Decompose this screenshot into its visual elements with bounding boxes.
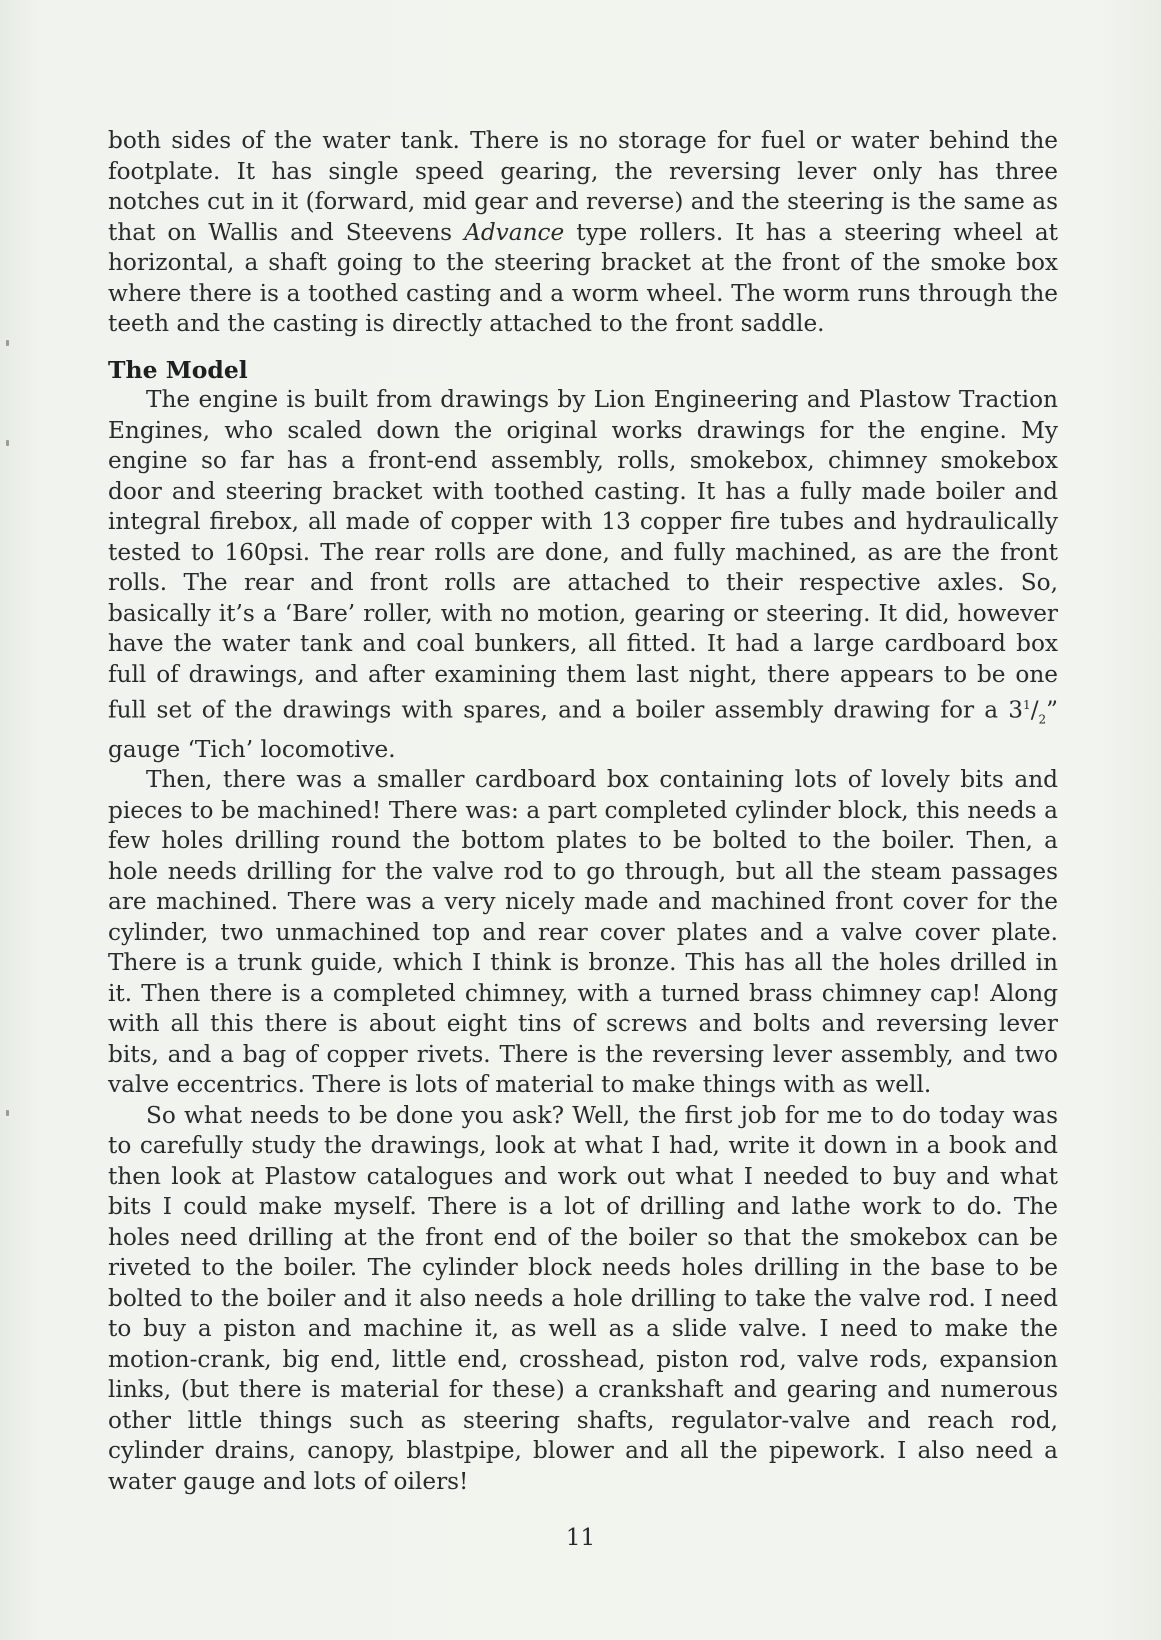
scan-mark: [6, 1110, 9, 1116]
text-segment: both sides of the water tank. There is no storage for fuel or water behind the footplate. It has single speed gearing, the reversing lever only has three notches cut in it (forward, mid gear and reverse) and the steering is the same as that on Wallis and Steevens: [108, 127, 1058, 246]
text-segment: ” gauge ‘Tich’ locomotive.: [108, 696, 1058, 763]
superscript-text: 1: [1023, 698, 1031, 712]
text-segment: The engine is built from drawings by Lion Engineering and Plastow Traction Engines, who scaled down the original works drawings for the engine. My engine so far has a front-end assembly, rolls, smokebox, chimney smokebox door and steering bracket with toothed casting. It has a fully made boiler and integral firebox, all made of copper with 13 copper fire tubes and hydraulically tested to 160psi. The rear rolls are done, and fully machined, as are the front rolls. The rear and front rolls are attached to their respective axles. So, basically it’s a ‘Bare’ roller, with no motion, gearing or steering. It did, however have the water tank and coal bunkers, all fitted. It had a large cardboard box full of drawings, and after examining them last night, there appears to be one full set of the drawings with spares, and a boiler assembly drawing for a 3: [108, 386, 1058, 724]
scan-mark: [6, 440, 9, 446]
text-segment: type rollers. It has a steering wheel at horizontal, a shaft going to the steering bracket at the front of the smoke box where there is a toothed casting and a worm wheel. The worm runs through the teeth and the casting is directly attached to the front saddle.: [108, 218, 1058, 337]
body-text: [108, 126, 1058, 1497]
paragraph: [108, 385, 1058, 765]
text-segment: /: [1030, 696, 1039, 724]
paragraph: [108, 765, 1058, 1101]
subscript-text: 2: [1038, 712, 1047, 727]
section-heading: [108, 355, 1058, 386]
paragraph: [108, 1101, 1058, 1498]
italic-text: Advance: [464, 218, 565, 246]
text-segment: Then, there was a smaller cardboard box containing lots of lovely bits and pieces to be machined! There was: a part completed cylinder block, this needs a few holes drilling round the bottom plates to be bolted to the boiler. Then, a hole needs drilling for the valve rod to go through, but all the steam passages are machined. There was a very nicely made and machined front cover for the cylinder, two unmachined top and rear cover plates and a valve cover plate. There is a trunk guide, which I think is bronze. This has all the holes drilled in it. Then there is a completed chimney, with a turned brass chimney cap! Along with all this there is about eight tins of screws and bolts and reversing lever bits, and a bag of copper rivets. There is the reversing lever assembly, and two valve eccentrics. There is lots of material to make things with as well.: [108, 766, 1058, 1099]
scan-mark: [6, 340, 9, 346]
paragraph: [108, 126, 1058, 340]
text-segment: The Model: [108, 355, 248, 384]
text-segment: So what needs to be done you ask? Well, the first job for me to do today was to carefully study the drawings, look at what I had, write it down in a book and then look at Plastow catalogues and work out what I needed to buy and what bits I could make myself. There is a lot of drilling and lathe work to do. The holes need drilling at the front end of the boiler so that the smokebox can be riveted to the boiler. The cylinder block needs holes drilling in the base to be bolted to the boiler and it also needs a hole drilling to take the valve rod. I need to buy a piston and machine it, as well as a slide valve. I need to make the motion-crank, big end, little end, crosshead, piston rod, valve rods, expansion links, (but there is material for these) a crankshaft and gearing and numerous other little things such as steering shafts, regulator-valve and reach rod, cylinder drains, canopy, blastpipe, blower and all the pipework. I also need a water gauge and lots of oilers!: [108, 1101, 1058, 1495]
page-number: 11: [565, 1525, 596, 1551]
